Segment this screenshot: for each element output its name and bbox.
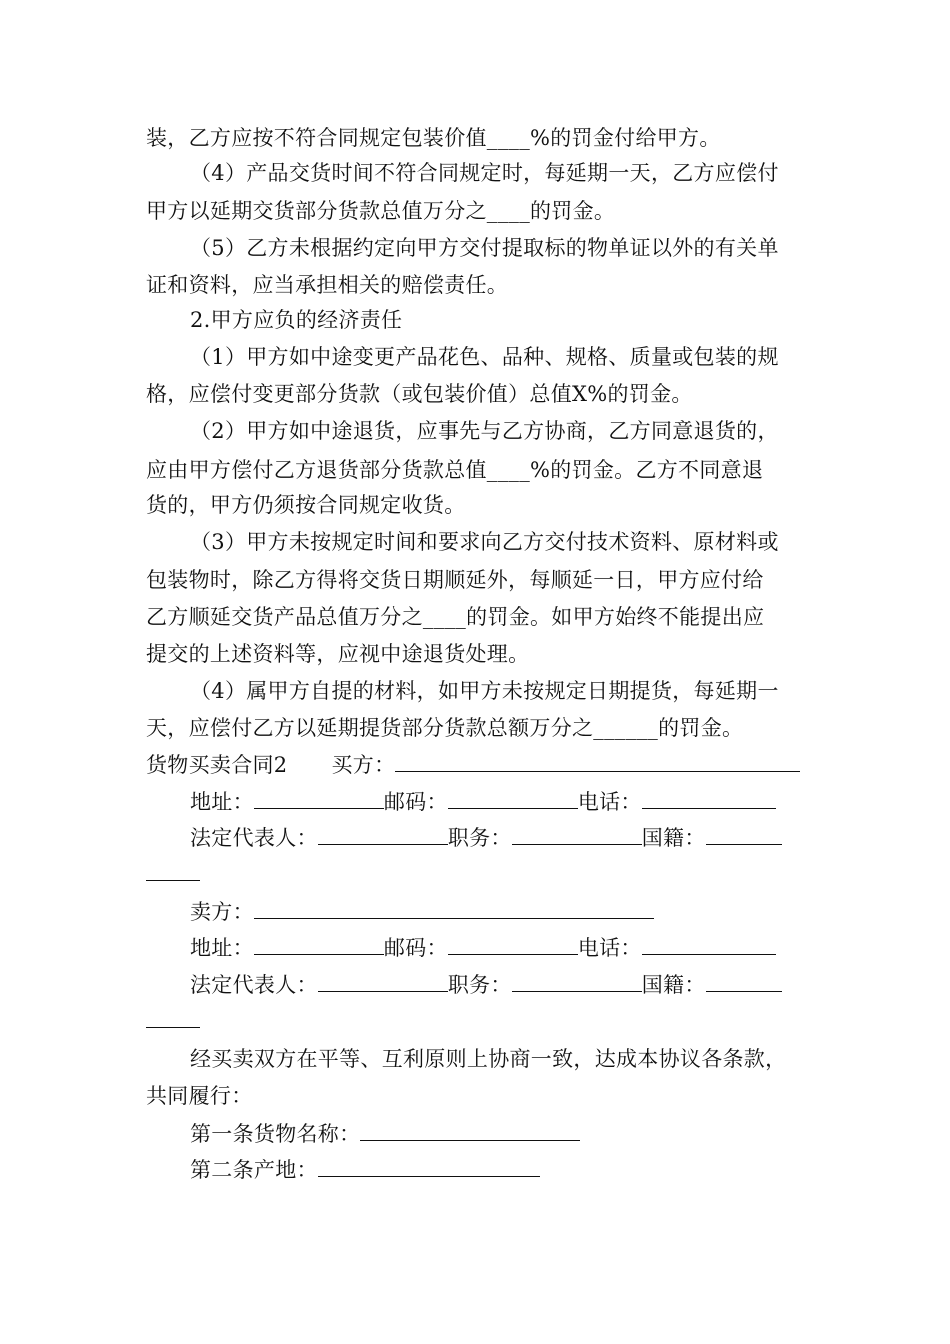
nationality-blank xyxy=(706,824,782,845)
position-label: 职务： xyxy=(447,973,512,997)
seller-blank xyxy=(254,898,654,919)
article-2-blank xyxy=(318,1156,540,1177)
paragraph-line: 天，应偿付乙方以延期提货部分货款总额万分之______的罚金。 xyxy=(146,716,744,740)
intro-line: 经买卖双方在平等、互利原则上协商一致，达成本协议各条款， xyxy=(190,1047,787,1071)
paragraph-line: （3）甲方未按规定时间和要求向乙方交付技术资料、原材料或 xyxy=(190,530,779,554)
address-blank xyxy=(254,788,384,809)
article-1-label: 第一条货物名称： xyxy=(190,1122,361,1146)
legal-rep-label: 法定代表人： xyxy=(190,826,318,850)
legal-rep-blank xyxy=(318,971,448,992)
seller-row xyxy=(190,897,654,927)
nationality-label: 国籍： xyxy=(641,973,706,997)
legal-rep-label: 法定代表人： xyxy=(190,973,318,997)
section-heading: 2.甲方应负的经济责任 xyxy=(190,308,403,332)
nationality-label: 国籍： xyxy=(641,826,706,850)
paragraph-line: （4）产品交货时间不符合同规定时，每延期一天，乙方应偿付 xyxy=(190,161,779,185)
phone-blank xyxy=(642,934,776,955)
position-blank xyxy=(512,971,642,992)
paragraph-line: 应由甲方偿付乙方退货部分货款总值____%的罚金。乙方不同意退 xyxy=(146,458,764,482)
paragraph-line: （2）甲方如中途退货，应事先与乙方协商，乙方同意退货的， xyxy=(190,419,779,443)
paragraph-line: 装，乙方应按不符合同规定包装价值____%的罚金付给甲方。 xyxy=(146,126,721,150)
address-label: 地址： xyxy=(190,936,254,960)
contract-title: 货物买卖合同2 xyxy=(146,753,288,777)
position-blank xyxy=(512,824,642,845)
contract-title-line xyxy=(146,750,800,780)
nationality-blank-tail xyxy=(146,1007,200,1028)
buyer-address-row xyxy=(190,787,776,817)
intro-line: 共同履行： xyxy=(146,1084,253,1108)
buyer-blank xyxy=(395,751,800,772)
address-blank xyxy=(254,934,384,955)
postcode-label: 邮码： xyxy=(383,936,448,960)
seller-address-row xyxy=(190,933,776,963)
nationality-blank-tail xyxy=(146,860,200,881)
nationality-blank xyxy=(706,971,782,992)
phone-label: 电话： xyxy=(577,936,642,960)
seller-legal-rep-row xyxy=(190,970,782,1000)
paragraph-line: 格，应偿付变更部分货款（或包装价值）总值X%的罚金。 xyxy=(146,382,693,406)
paragraph-line: 货的，甲方仍须按合同规定收货。 xyxy=(146,493,466,517)
address-label: 地址： xyxy=(190,790,254,814)
legal-rep-blank xyxy=(318,824,448,845)
buyer-legal-rep-row xyxy=(190,823,782,853)
paragraph-line: 乙方顺延交货产品总值万分之____的罚金。如甲方始终不能提出应 xyxy=(146,605,765,629)
article-1-blank xyxy=(360,1120,580,1141)
paragraph-line: 提交的上述资料等，应视中途退货处理。 xyxy=(146,642,530,666)
article-2-label: 第二条产地： xyxy=(190,1158,318,1182)
postcode-blank xyxy=(448,788,578,809)
article-1-row xyxy=(190,1119,580,1149)
position-label: 职务： xyxy=(447,826,512,850)
paragraph-line: 证和资料，应当承担相关的赔偿责任。 xyxy=(146,273,509,297)
postcode-label: 邮码： xyxy=(383,790,448,814)
paragraph-line: （5）乙方未根据约定向甲方交付提取标的物单证以外的有关单 xyxy=(190,236,779,260)
buyer-label: 买方： xyxy=(331,753,396,777)
nationality-blank-continued xyxy=(146,859,200,889)
phone-label: 电话： xyxy=(577,790,642,814)
paragraph-line: （4）属甲方自提的材料，如甲方未按规定日期提货，每延期一 xyxy=(190,679,779,703)
paragraph-line: 包装物时，除乙方得将交货日期顺延外，每顺延一日，甲方应付给 xyxy=(146,568,764,592)
paragraph-line: （1）甲方如中途变更产品花色、品种、规格、质量或包装的规 xyxy=(190,345,779,369)
article-2-row xyxy=(190,1155,540,1185)
postcode-blank xyxy=(448,934,578,955)
nationality-blank-continued xyxy=(146,1006,200,1036)
seller-label: 卖方： xyxy=(190,900,254,924)
phone-blank xyxy=(642,788,776,809)
paragraph-line: 甲方以延期交货部分货款总值万分之____的罚金。 xyxy=(146,199,616,223)
